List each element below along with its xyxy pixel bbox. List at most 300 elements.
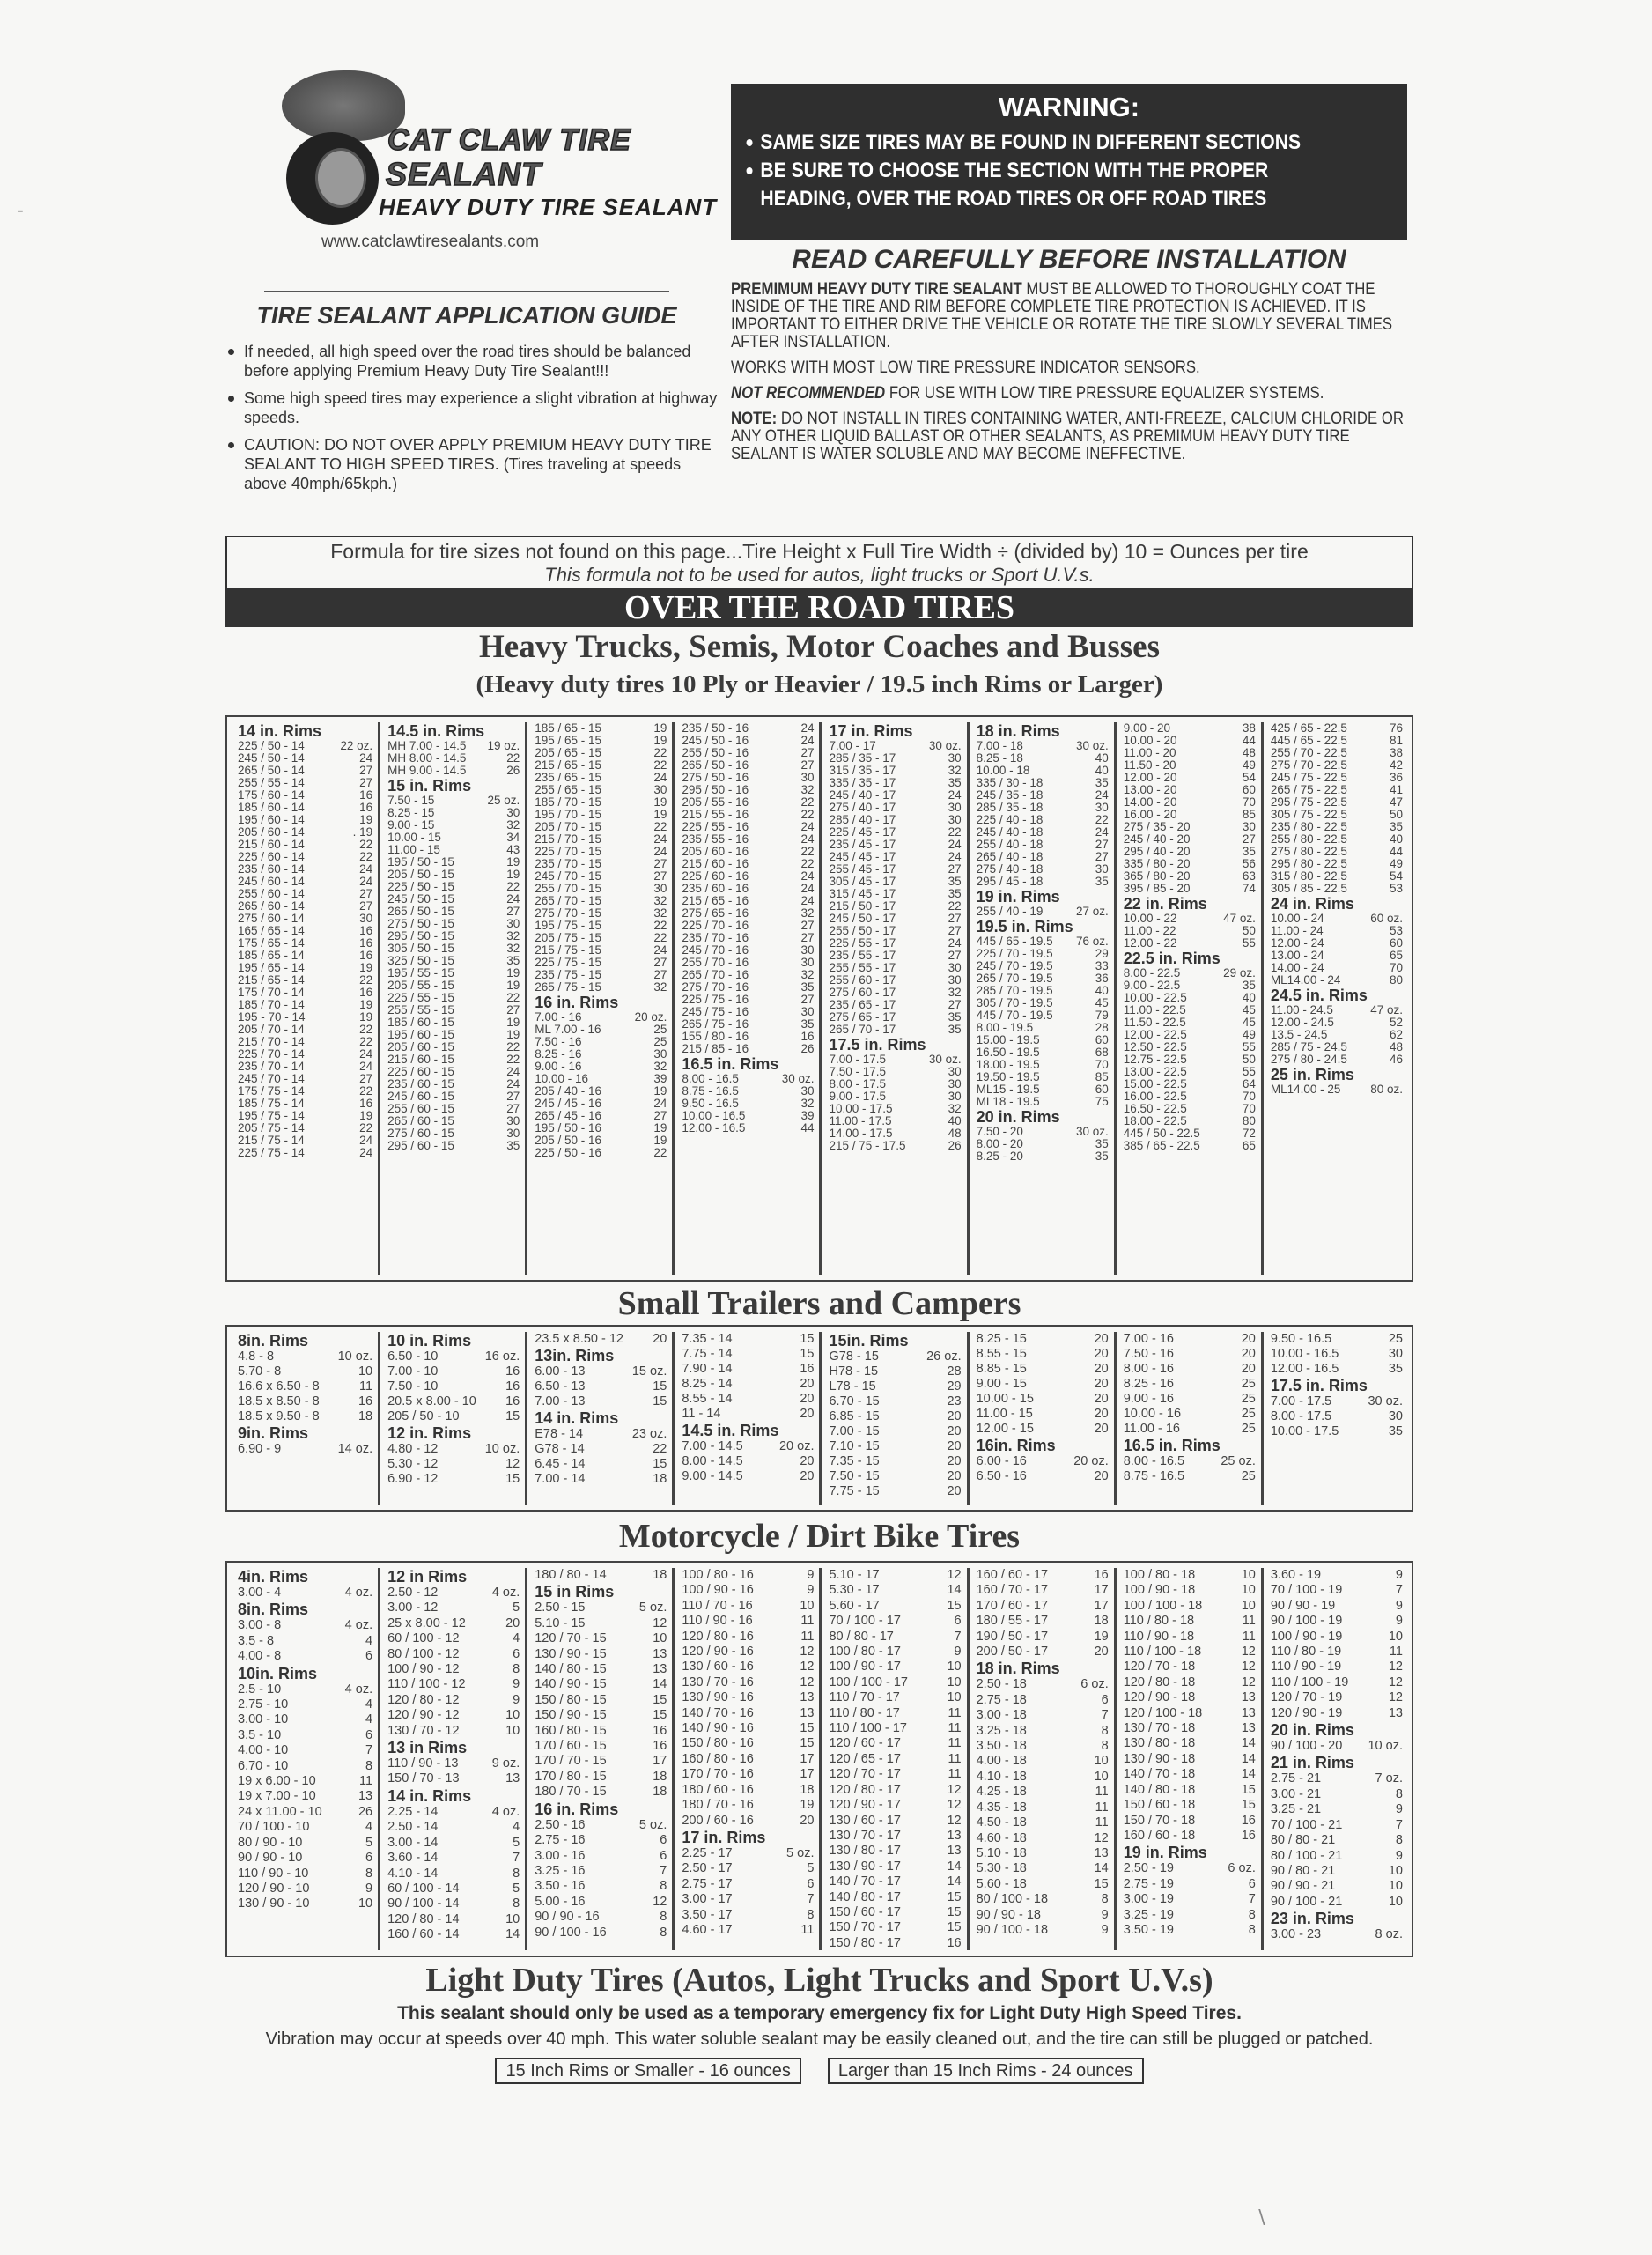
tire-size: 11.00 - 20: [1123, 746, 1176, 759]
ounces: 17: [653, 1754, 667, 1769]
tire-size-row: [387, 1896, 520, 1911]
tire-size-row: [829, 1752, 961, 1767]
ounces: 8: [660, 1879, 667, 1894]
ounces: 4: [513, 1631, 520, 1646]
tire-size: 255 / 45 - 17: [829, 862, 896, 876]
ounces: 30: [653, 1047, 667, 1061]
ounces: 11: [800, 1629, 815, 1644]
ounces: 10: [1241, 1598, 1256, 1613]
over-the-road-subtitle-2: (Heavy duty tires 10 Ply or Heavier / 19.5 inch Rims or Larger): [476, 670, 1163, 699]
table-column: [378, 722, 525, 1275]
tire-size-row: [387, 1364, 520, 1379]
ounces: 36: [1095, 972, 1109, 985]
ounces: 24: [653, 832, 667, 846]
ounces: 19 oz.: [487, 739, 520, 752]
tire-size-row: [682, 759, 814, 772]
tire-size: G78 - 14: [535, 1442, 585, 1456]
tire-size-row: [682, 907, 814, 920]
ounces: 22: [800, 857, 815, 870]
tire-size-row: [238, 1442, 372, 1457]
tire-size: 425 / 65 - 22.5: [1270, 722, 1347, 735]
ounces: 15: [800, 1736, 815, 1751]
light-duty-subtitle: This sealant should only be used as a temporary emergency fix for Light Duty High Speed Tires.: [397, 2003, 1242, 2023]
tire-size: 100 / 80 - 16: [682, 1568, 754, 1582]
tire-size-row: [1271, 1675, 1403, 1690]
tire-size: 245 / 75 - 22.5: [1270, 771, 1347, 784]
tire-size: 120 / 70 - 17: [829, 1767, 901, 1782]
tire-size-row: [977, 1800, 1109, 1815]
ounces: 10: [505, 1723, 520, 1738]
tire-size-row: [682, 1392, 814, 1407]
ounces: 30: [948, 961, 962, 974]
tire-size-row: [1271, 1690, 1403, 1705]
tire-size-row: [977, 1022, 1109, 1034]
ounces: 17: [800, 1767, 815, 1782]
tire-size: 6.90 - 9: [238, 1442, 282, 1456]
ounces: 11: [948, 1751, 962, 1766]
ounces: 16: [1094, 1568, 1109, 1582]
ounces: 20: [947, 1484, 962, 1498]
tire-size: 235 / 70 - 15: [535, 857, 602, 870]
tire-size: 205 / 55 - 16: [682, 795, 749, 809]
tire-size: 365 / 80 - 20: [1123, 869, 1191, 883]
motorcycle-title: Motorcycle / Dirt Bike Tires: [618, 1518, 1021, 1555]
tire-size-row: [829, 752, 961, 765]
tire-size: 5.60 - 17: [829, 1598, 880, 1613]
tire-size-row: [1124, 1407, 1256, 1422]
tire-size-row: [1271, 1630, 1403, 1645]
tire-size-row: [1271, 735, 1403, 747]
ounces: 9: [1101, 1922, 1109, 1937]
instruction-paragraph: [731, 384, 1416, 402]
tire-size: 3.5 - 8: [238, 1633, 275, 1648]
tire-size-row: [238, 1586, 372, 1601]
tire-size-row: [535, 1332, 667, 1347]
ounces: 10: [947, 1690, 962, 1705]
tire-size: 185 / 65 - 14: [238, 949, 305, 962]
tire-size: 275 / 50 - 15: [387, 917, 454, 930]
guide-item: CAUTION: DO NOT OVER APPLY PREMIUM HEAVY DUTY TIRE SEALANT TO HIGH SPEED TIRES. (Tires traveling at speeds above 40mph/65kph.): [225, 435, 718, 493]
tire-size: 130 / 70 - 16: [682, 1675, 754, 1689]
ounces: 13: [800, 1690, 815, 1705]
ounces: 8: [365, 1866, 373, 1881]
ounces: 9: [954, 1645, 962, 1660]
ounces: 9: [1395, 1848, 1403, 1863]
tire-size: 11.00 - 24.5: [1270, 1003, 1333, 1017]
rim-size-heading: 14 in. Rims: [535, 1409, 619, 1427]
tire-size-row: [682, 1568, 814, 1583]
tire-size-row: [682, 1846, 814, 1861]
tire-size-row: [829, 1905, 961, 1920]
tire-size-row: [238, 1618, 372, 1633]
tire-size-row: [977, 863, 1109, 876]
ounces: 23: [947, 1394, 962, 1408]
tire-size-row: [1271, 1362, 1403, 1377]
tire-size-row: [977, 1392, 1109, 1407]
ounces: 24: [506, 1077, 520, 1091]
tire-size-row: [829, 814, 961, 826]
tire-size: 195 / 50 - 15: [387, 855, 454, 869]
rim-size-heading: 19 in. Rims: [1123, 1844, 1207, 1862]
ounces: 27: [359, 1072, 373, 1085]
ounces: 22: [359, 1035, 373, 1048]
tire-size: 265 / 50 - 15: [387, 905, 454, 918]
ounces: 26: [800, 1042, 815, 1055]
tire-size-row: [682, 1043, 814, 1055]
ounces: 9: [1395, 1598, 1403, 1613]
tire-size: 150 / 60 - 17: [829, 1904, 901, 1919]
tire-size-row: [1271, 1424, 1403, 1439]
tire-size: 120 / 60 - 17: [829, 1736, 901, 1751]
tire-size-row: [829, 863, 961, 876]
ounces: 16: [947, 1935, 962, 1950]
tire-size: 170 / 60 - 17: [976, 1598, 1049, 1613]
tire-size: 3.50 - 18: [976, 1739, 1027, 1754]
ounces: 27: [359, 764, 373, 777]
tire-size: 245 / 40 - 18: [976, 825, 1044, 839]
ounces: 8: [1395, 1833, 1403, 1848]
ounces: 16: [359, 788, 373, 802]
tire-size: 7.00 - 16: [1123, 1332, 1174, 1346]
tire-size-row: [535, 1785, 667, 1800]
ounces: 15: [947, 1920, 962, 1935]
tire-size: 130 / 70 - 18: [1123, 1721, 1196, 1736]
tire-size-row: [1124, 1675, 1256, 1690]
tire-size: 7.50 - 20: [976, 1125, 1023, 1138]
tire-size: 12.00 - 22: [1123, 936, 1177, 950]
tire-size-row: [1271, 1645, 1403, 1660]
tire-size: 3.25 - 21: [1270, 1802, 1322, 1817]
tire-size-row: [535, 944, 667, 957]
ounces: 70: [1095, 1058, 1109, 1071]
tire-size-row: [387, 1724, 520, 1739]
ounces: 32: [800, 968, 815, 981]
table-column: [967, 722, 1114, 1275]
tire-size-row: [387, 1867, 520, 1882]
tire-size-row: [829, 1128, 961, 1140]
large-rims-amount: Larger than 15 Inch Rims - 24 ounces: [828, 2058, 1144, 2084]
pen-mark: ∖: [1255, 2207, 1268, 2229]
tire-size-row: [238, 1394, 372, 1409]
tire-size-row: [387, 1078, 520, 1091]
tire-size: 8.25 - 14: [682, 1377, 733, 1391]
ounces: 32: [653, 906, 667, 920]
tire-size-row: [535, 1061, 667, 1073]
tire-size-row: [1124, 1078, 1256, 1091]
tire-size: 225 / 50 - 15: [387, 880, 454, 893]
ounces: 9: [807, 1583, 815, 1598]
rim-size-heading: 8in. Rims: [238, 1332, 309, 1349]
tire-size-row: [829, 1706, 961, 1721]
ounces: 20: [800, 1469, 815, 1483]
ounces: 26 oz.: [926, 1349, 962, 1364]
table-column: [525, 1568, 672, 1950]
tire-size: 80 / 90 - 10: [238, 1835, 303, 1850]
ounces: 30: [948, 1065, 962, 1078]
tire-size: 23.5 x 8.50 - 12: [535, 1332, 623, 1346]
tire-size: 225 / 55 - 15: [387, 991, 454, 1004]
tire-size: 9.00 - 17.5: [829, 1090, 887, 1103]
tire-size: 100 / 100 - 17: [829, 1675, 908, 1689]
ounces: 70: [1242, 795, 1256, 809]
tire-size: 160 / 80 - 16: [682, 1751, 754, 1766]
tire-size: 4.35 - 18: [976, 1800, 1027, 1815]
tire-size: 90 / 100 - 20: [1270, 1739, 1343, 1754]
rim-size-heading: 15 in Rims: [535, 1583, 615, 1601]
rim-size-heading: 23 in. Rims: [1270, 1910, 1354, 1928]
tire-size: 6.70 - 15: [829, 1394, 880, 1408]
table-column: [1261, 1332, 1408, 1505]
tire-size: 150 / 80 - 17: [829, 1935, 901, 1950]
tire-size-row: [682, 846, 814, 858]
logo-line-2: SEALANT: [386, 156, 542, 192]
tire-size-row: [977, 752, 1109, 765]
tire-size-row: [238, 740, 372, 752]
tire-size-row: [829, 1568, 961, 1583]
ounces: 20: [947, 1469, 962, 1483]
tire-size-row: [829, 900, 961, 913]
tire-size-row: [238, 925, 372, 937]
tire-size-row: [1124, 1767, 1256, 1782]
tire-size-row: [977, 851, 1109, 863]
ounces: 49: [1389, 857, 1403, 870]
tire-size-row: [977, 1861, 1109, 1876]
tire-size: 2.5 - 10: [238, 1682, 282, 1697]
tire-size-row: [977, 826, 1109, 839]
tire-size-row: [829, 1690, 961, 1705]
tire-size-row: [1124, 1091, 1256, 1103]
ounces: 18: [800, 1782, 815, 1797]
ounces: 15 oz.: [631, 1364, 667, 1379]
tire-size: 275 / 70 - 22.5: [1270, 758, 1347, 772]
tire-size-row: [1271, 1864, 1403, 1879]
tire-size: 110 / 90 - 13: [387, 1756, 459, 1771]
tire-size: 110 / 90 - 16: [682, 1614, 753, 1629]
tire-size: 295 / 60 - 15: [387, 1139, 454, 1152]
tire-size: 3.50 - 19: [1123, 1922, 1174, 1937]
tire-size: 195 / 60 - 15: [387, 1028, 454, 1041]
tire-size: 15.00 - 19.5: [976, 1033, 1040, 1046]
rim-size-heading: 20 in. Rims: [976, 1108, 1060, 1126]
tire-size-row: [1124, 846, 1256, 858]
tire-size: 8.00 - 17.5: [1270, 1409, 1332, 1423]
tire-size: 18.00 - 22.5: [1123, 1114, 1187, 1128]
tire-size-row: [829, 1379, 961, 1394]
tire-size-row: [238, 1364, 372, 1379]
ounces: 13: [1241, 1690, 1256, 1705]
tire-size: 100 / 100 - 18: [1123, 1598, 1203, 1613]
tire-size-row: [1124, 1908, 1256, 1923]
rim-size-heading: 19.5 in. Rims: [976, 918, 1073, 935]
tire-size-row: [829, 1599, 961, 1614]
tire-size-row: [977, 839, 1109, 851]
tire-size-row: [535, 895, 667, 907]
table-column: [1261, 1568, 1408, 1950]
tire-size: 185 / 70 - 15: [535, 795, 602, 809]
tire-size-row: [535, 796, 667, 809]
tire-size: 2.75 - 10: [238, 1697, 289, 1712]
tire-size: 6.00 - 13: [535, 1364, 586, 1379]
tire-size-row: [1271, 772, 1403, 784]
motorcycle-table: [225, 1561, 1413, 1957]
ounces: 16: [800, 1362, 815, 1376]
ounces: 48: [1389, 1040, 1403, 1054]
formula-box: [225, 536, 1413, 588]
tire-size-row: [535, 1024, 667, 1036]
ounces: 64: [1242, 1077, 1256, 1091]
tire-size: 195 / 70 - 15: [535, 808, 602, 821]
ounces: 22: [948, 825, 962, 839]
tire-size-row: [535, 1818, 667, 1833]
ounces: 10: [1094, 1769, 1109, 1784]
ounces: 22: [653, 746, 667, 759]
tire-size: 110 / 80 - 17: [829, 1705, 900, 1720]
tire-size: 7.35 - 14: [682, 1332, 733, 1346]
tire-size-row: [682, 1439, 814, 1454]
rim-size-heading: 25 in. Rims: [1270, 1066, 1354, 1083]
rim-size-heading: 24.5 in. Rims: [1270, 987, 1368, 1004]
ounces: 32: [506, 929, 520, 943]
tire-size: 200 / 50 - 17: [976, 1645, 1049, 1660]
tire-size: 90 / 90 - 19: [1270, 1598, 1336, 1613]
tire-size: 5.10 - 17: [829, 1568, 880, 1582]
ounces: 30: [800, 1084, 815, 1098]
ounces: 7: [954, 1629, 962, 1644]
ounces: 12: [653, 1615, 667, 1630]
ounces: 27: [506, 1090, 520, 1103]
tire-size-row: [682, 1469, 814, 1484]
tire-size: 80 / 80 - 21: [1270, 1833, 1336, 1848]
tire-size-row: [682, 1407, 814, 1422]
tire-size-row: [535, 1122, 667, 1135]
tire-size-row: [1124, 1892, 1256, 1907]
website-link[interactable]: www.catclawtiresealants.com: [321, 233, 540, 251]
tire-size: 7.35 - 15: [829, 1454, 880, 1468]
over-the-road-subtitle: Heavy Trucks, Semis, Motor Coaches and Busses: [479, 629, 1160, 665]
tire-size-row: [1271, 747, 1403, 759]
ounces: 13: [947, 1844, 962, 1859]
ounces: 24: [653, 771, 667, 784]
ounces: 13: [505, 1771, 520, 1786]
tire-size: 4.10 - 18: [976, 1769, 1027, 1784]
tire-size-row: [387, 1662, 520, 1677]
tire-size: 205 / 60 - 15: [387, 1040, 454, 1054]
not-recommended-label: NOT RECOMMENDED: [731, 383, 886, 403]
tire-size-row: [682, 969, 814, 981]
ounces: 20: [947, 1454, 962, 1468]
ounces: 30: [800, 1005, 815, 1018]
tire-size-row: [1271, 1706, 1403, 1721]
ounces: 22: [653, 758, 667, 772]
tire-size: 225 / 60 - 16: [682, 869, 749, 883]
tire-size-row: [829, 1078, 961, 1091]
tire-size-row: [829, 1844, 961, 1859]
tire-size: 4.00 - 18: [976, 1754, 1027, 1769]
ounces: 26: [506, 764, 520, 777]
ounces: 70: [1242, 1102, 1256, 1115]
ounces: 18: [1094, 1614, 1109, 1629]
tire-size: 445 / 50 - 22.5: [1123, 1127, 1200, 1140]
tire-size-row: [1124, 1599, 1256, 1614]
tire-size-row: [387, 906, 520, 918]
tire-size-row: [1124, 1923, 1256, 1938]
tire-size: 165 / 65 - 14: [238, 924, 305, 937]
ounces: 80: [1242, 1114, 1256, 1128]
tire-size: 315 / 35 - 17: [829, 764, 896, 777]
ounces: 13: [653, 1662, 667, 1677]
tire-size: 3.60 - 14: [387, 1851, 439, 1866]
ounces: 24: [800, 869, 815, 883]
tire-size: 4.25 - 18: [976, 1785, 1027, 1800]
tire-size: 7.00 - 10: [387, 1364, 439, 1379]
tire-size: 130 / 70 - 17: [829, 1828, 901, 1843]
tire-size-row: [977, 777, 1109, 789]
tire-size-row: [1124, 1469, 1256, 1484]
tire-size: 100 / 80 - 17: [829, 1645, 901, 1660]
tire-size-row: [1124, 1115, 1256, 1128]
ounces: 24: [800, 734, 815, 747]
tire-size-row: [535, 1379, 667, 1394]
tire-size: 2.50 - 12: [387, 1586, 439, 1600]
tire-size-row: [1124, 1736, 1256, 1751]
ounces: 19: [1094, 1629, 1109, 1644]
tire-size-row: [238, 1024, 372, 1036]
tire-size-row: [829, 1115, 961, 1128]
tire-size-row: [1271, 925, 1403, 937]
tire-size-row: [387, 1054, 520, 1066]
tire-size: 160 / 70 - 17: [976, 1583, 1049, 1598]
ounces: 60: [1242, 783, 1256, 796]
tire-size-row: [535, 809, 667, 821]
tire-size: 120 / 90 - 16: [682, 1645, 754, 1660]
tire-size: 295 / 80 - 22.5: [1270, 857, 1347, 870]
ounces: 76: [1389, 722, 1403, 735]
ounces: 14: [653, 1677, 667, 1692]
tire-size: 225 / 60 - 14: [238, 850, 305, 863]
ounces: 10: [1241, 1583, 1256, 1598]
tire-size: 10.00 - 22: [1123, 912, 1177, 925]
tire-size: 4.00 - 10: [238, 1743, 289, 1758]
tire-size: 150 / 90 - 15: [535, 1708, 607, 1723]
tire-size-row: [535, 1616, 667, 1631]
tire-size-row: [829, 1054, 961, 1066]
tire-size: 255 / 50 - 16: [682, 746, 749, 759]
ounces: 22: [506, 1053, 520, 1066]
ounces: 53: [1389, 882, 1403, 895]
note-label: NOTE:: [731, 409, 778, 428]
tire-size-row: [829, 987, 961, 999]
guide-item: If needed, all high speed over the road tires should be balanced before applying Premium Heavy Duty Tire Sealant!!!: [225, 342, 718, 381]
ounces: 30 oz.: [1075, 1125, 1109, 1138]
ounces: 22: [506, 751, 520, 765]
ounces: 12: [800, 1660, 815, 1675]
rim-size-heading: 14.5 in. Rims: [387, 722, 485, 740]
tire-size-row: [1271, 1409, 1403, 1424]
tire-size-row: [977, 1096, 1109, 1108]
tire-size: 215 / 55 - 16: [682, 808, 749, 821]
tire-size: 205 / 40 - 16: [535, 1084, 602, 1098]
tire-size: 215 / 65 - 15: [535, 758, 602, 772]
ounces: 32: [653, 894, 667, 907]
ounces: 30: [506, 806, 520, 819]
tire-size-row: [977, 1708, 1109, 1723]
ounces: 4: [365, 1712, 373, 1727]
tire-size: 7.75 - 15: [829, 1484, 880, 1498]
tire-size: 235 / 60 - 16: [682, 882, 749, 895]
tire-size: 110 / 100 - 12: [387, 1677, 466, 1692]
ounces: 7: [365, 1743, 373, 1758]
tire-size-row: [387, 765, 520, 777]
